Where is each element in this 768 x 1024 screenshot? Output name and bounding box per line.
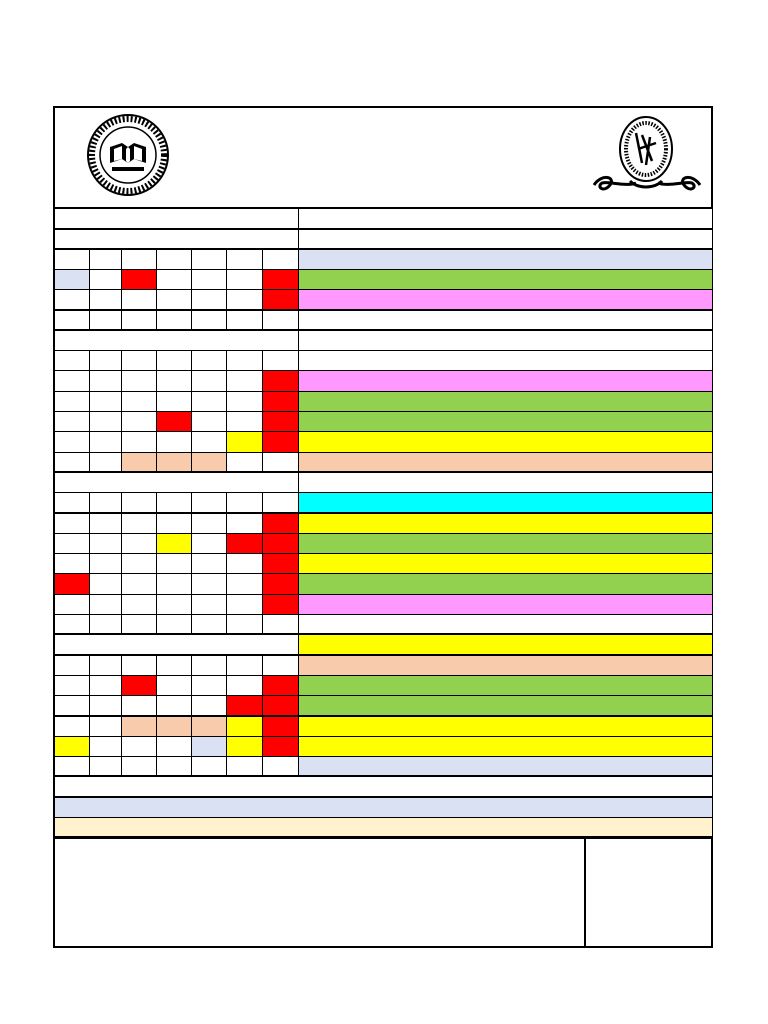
- grid-right-bar: [298, 675, 713, 696]
- grid-right-bar: [298, 208, 713, 229]
- grid-cell: [89, 736, 122, 757]
- grid-right-bar: [298, 330, 713, 351]
- grid-cell: [191, 695, 227, 716]
- grid-cell: [89, 391, 122, 412]
- grid-cell: [226, 716, 263, 737]
- grid-cell: [156, 716, 192, 737]
- grid-right-bar: [298, 655, 713, 676]
- grid-right-bar: [298, 370, 713, 391]
- grid-right-bar: [298, 716, 713, 737]
- grid-right-bar: [298, 452, 713, 473]
- grid-cell: [191, 736, 227, 757]
- grid-right-bar: [298, 472, 713, 493]
- remarks-box: [54, 837, 586, 947]
- grid-cell: [54, 513, 90, 534]
- grid-left-bar: [54, 330, 299, 351]
- grid-cell: [54, 695, 90, 716]
- grid-cell: [89, 350, 122, 371]
- grid-cell: [226, 695, 263, 716]
- grid-cell: [54, 716, 90, 737]
- grid-cell: [89, 310, 122, 331]
- grid-cell: [121, 411, 157, 432]
- grid-right-bar: [298, 350, 713, 371]
- grid-cell: [54, 675, 90, 696]
- grid-cell: [262, 675, 299, 696]
- grid-cell: [226, 391, 263, 412]
- grid-cell: [89, 655, 122, 676]
- grid-cell: [262, 695, 299, 716]
- grid-cell: [121, 289, 157, 310]
- grid-right-bar: [298, 533, 713, 554]
- grid-cell: [191, 249, 227, 270]
- grid-cell: [226, 452, 263, 473]
- grid-cell: [156, 513, 192, 534]
- grid-cell: [262, 533, 299, 554]
- grid-cell: [89, 452, 122, 473]
- grid-cell: [226, 431, 263, 452]
- grid-cell: [121, 310, 157, 331]
- grid-cell: [156, 594, 192, 615]
- grid-cell: [54, 492, 90, 513]
- grid-cell: [54, 370, 90, 391]
- grid-cell: [191, 675, 227, 696]
- grid-cell: [121, 269, 157, 290]
- grid-right-bar: [298, 736, 713, 757]
- grid-cell: [262, 370, 299, 391]
- grid-cell: [262, 513, 299, 534]
- grid-cell: [191, 310, 227, 331]
- grid-cell: [121, 370, 157, 391]
- grid-cell: [121, 695, 157, 716]
- grid-right-bar: [298, 269, 713, 290]
- grid-cell: [156, 370, 192, 391]
- grid-cell: [226, 249, 263, 270]
- grid-cell: [121, 350, 157, 371]
- grid-cell: [191, 289, 227, 310]
- grid-cell: [54, 736, 90, 757]
- grid-cell: [54, 655, 90, 676]
- grid-cell: [121, 452, 157, 473]
- grid-right-bar: [298, 594, 713, 615]
- grid-right-bar: [298, 492, 713, 513]
- section-divider: [54, 228, 712, 230]
- grid-cell: [262, 452, 299, 473]
- grid-cell: [226, 411, 263, 432]
- grid-cell: [54, 594, 90, 615]
- grid-cell: [156, 695, 192, 716]
- grid-cell: [89, 269, 122, 290]
- grid-cell: [156, 310, 192, 331]
- society-emblem-logo: [586, 113, 708, 197]
- grid-cell: [156, 249, 192, 270]
- grid-cell: [191, 431, 227, 452]
- grid-cell: [262, 655, 299, 676]
- grid-cell: [54, 391, 90, 412]
- grid-cell: [89, 594, 122, 615]
- grid-cell: [89, 513, 122, 534]
- grid-cell: [262, 391, 299, 412]
- grid-cell: [191, 492, 227, 513]
- grid-cell: [262, 492, 299, 513]
- grid-cell: [121, 391, 157, 412]
- grid-right-bar: [298, 391, 713, 412]
- grid-cell: [89, 370, 122, 391]
- grid-right-bar: [298, 289, 713, 310]
- grid-left-bar: [54, 208, 299, 229]
- grid-cell: [262, 573, 299, 594]
- grid-cell: [54, 289, 90, 310]
- grid-cell: [54, 310, 90, 331]
- grid-cell: [89, 553, 122, 574]
- grid-cell: [226, 573, 263, 594]
- grid-cell: [226, 533, 263, 554]
- grid-cell: [156, 391, 192, 412]
- grid-left-bar: [54, 228, 299, 249]
- grid-cell: [89, 289, 122, 310]
- grid-cell: [121, 594, 157, 615]
- grid-cell: [54, 411, 90, 432]
- grid-cell: [262, 736, 299, 757]
- grid-cell: [121, 716, 157, 737]
- grid-right-bar: [298, 431, 713, 452]
- grid-cell: [226, 553, 263, 574]
- grid-cell: [156, 655, 192, 676]
- grid-right-bar: [298, 695, 713, 716]
- grid-cell: [191, 391, 227, 412]
- grid-cell: [121, 553, 157, 574]
- grid-cell: [54, 553, 90, 574]
- footer-bar: [54, 776, 713, 797]
- grid-cell: [191, 269, 227, 290]
- grid-cell: [191, 573, 227, 594]
- grid-cell: [191, 513, 227, 534]
- grid-cell: [262, 716, 299, 737]
- grid-cell: [226, 513, 263, 534]
- grid-cell: [121, 513, 157, 534]
- grid-cell: [226, 655, 263, 676]
- grid-cell: [89, 492, 122, 513]
- grid-cell: [262, 553, 299, 574]
- grid-cell: [262, 411, 299, 432]
- grid-right-bar: [298, 573, 713, 594]
- grid-cell: [156, 350, 192, 371]
- grid-cell: [262, 431, 299, 452]
- grid-cell: [89, 675, 122, 696]
- grid-cell: [121, 533, 157, 554]
- grid-cell: [121, 736, 157, 757]
- grid-cell: [226, 289, 263, 310]
- grid-cell: [54, 573, 90, 594]
- grid-cell: [156, 431, 192, 452]
- grid-cell: [54, 533, 90, 554]
- grid-cell: [89, 573, 122, 594]
- grid-cell: [191, 350, 227, 371]
- grid-right-bar: [298, 553, 713, 574]
- grid-cell: [262, 594, 299, 615]
- grid-cell: [191, 370, 227, 391]
- grid-cell: [262, 289, 299, 310]
- grid-cell: [226, 269, 263, 290]
- grid-cell: [191, 452, 227, 473]
- grid-left-bar: [54, 472, 299, 493]
- grid-cell: [226, 350, 263, 371]
- grid-cell: [121, 249, 157, 270]
- grid-cell: [226, 492, 263, 513]
- grid-left-bar: [54, 634, 299, 655]
- grid-right-bar: [298, 634, 713, 655]
- grid-cell: [156, 675, 192, 696]
- grid-cell: [262, 269, 299, 290]
- grid-cell: [191, 594, 227, 615]
- footer-bar: [54, 817, 713, 837]
- section-divider: [54, 471, 712, 473]
- grid-cell: [191, 655, 227, 676]
- grid-cell: [156, 533, 192, 554]
- grid-cell: [89, 533, 122, 554]
- grid-cell: [89, 249, 122, 270]
- grid-cell: [156, 411, 192, 432]
- grid-right-bar: [298, 310, 713, 331]
- grid-cell: [156, 573, 192, 594]
- section-divider: [54, 329, 712, 331]
- grid-cell: [262, 310, 299, 331]
- section-divider: [54, 248, 712, 250]
- grid-cell: [156, 492, 192, 513]
- grid-cell: [89, 716, 122, 737]
- grid-cell: [156, 452, 192, 473]
- section-divider: [54, 654, 712, 656]
- grid-cell: [226, 736, 263, 757]
- grid-cell: [226, 370, 263, 391]
- grid-cell: [121, 675, 157, 696]
- grid-cell: [156, 736, 192, 757]
- grid-cell: [191, 553, 227, 574]
- grid-right-bar: [298, 249, 713, 270]
- grid-right-bar: [298, 513, 713, 534]
- grid-cell: [121, 492, 157, 513]
- grid-cell: [54, 269, 90, 290]
- grid-cell: [121, 431, 157, 452]
- grid-cell: [226, 675, 263, 696]
- grid-cell: [89, 411, 122, 432]
- grid-cell: [121, 573, 157, 594]
- signature-box: [586, 837, 712, 947]
- grid-cell: [54, 350, 90, 371]
- grid-cell: [226, 594, 263, 615]
- grid-cell: [191, 533, 227, 554]
- grid-cell: [191, 716, 227, 737]
- board-seal-logo: [82, 113, 174, 197]
- grid-cell: [54, 452, 90, 473]
- grid-cell: [156, 269, 192, 290]
- grid-cell: [89, 431, 122, 452]
- grid-cell: [54, 431, 90, 452]
- header-divider: [54, 207, 712, 209]
- grid-cell: [89, 695, 122, 716]
- grid-cell: [54, 249, 90, 270]
- footer-bar: [54, 797, 713, 818]
- grid-cell: [262, 350, 299, 371]
- grid-cell: [156, 553, 192, 574]
- grid-cell: [262, 249, 299, 270]
- grid-cell: [156, 289, 192, 310]
- grid-cell: [191, 411, 227, 432]
- section-divider: [54, 633, 712, 635]
- grid-cell: [226, 310, 263, 331]
- grid-right-bar: [298, 411, 713, 432]
- grid-cell: [121, 655, 157, 676]
- grid-right-bar: [298, 228, 713, 249]
